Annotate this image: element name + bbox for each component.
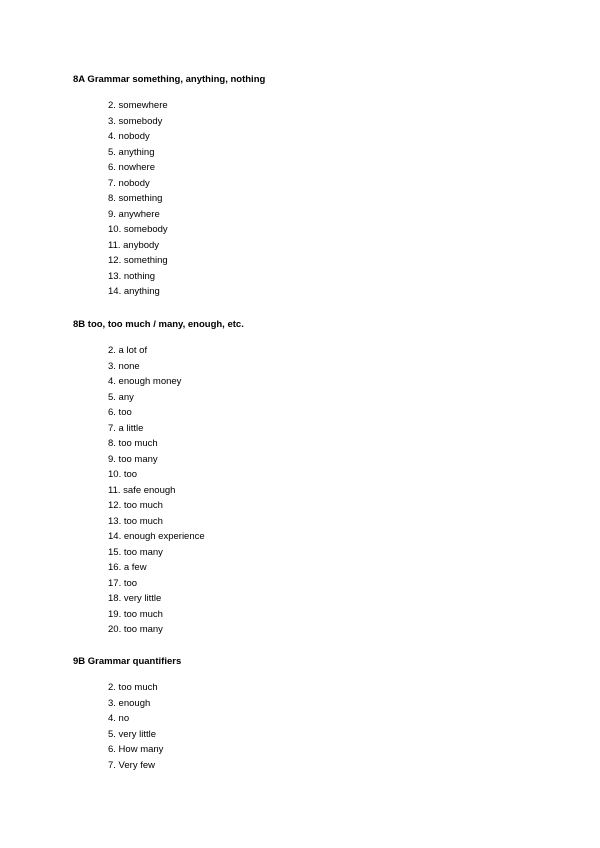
- answer-item: 20. too many: [108, 624, 163, 635]
- answer-item: 13. nothing: [108, 270, 156, 282]
- answer-item: 8. something: [108, 193, 163, 204]
- answer-item: 14. enough experience: [108, 531, 205, 542]
- answer-item: 18. very little: [108, 593, 162, 604]
- answer-item: 9. anywhere: [108, 208, 160, 220]
- answer-item: 10. somebody: [108, 224, 168, 235]
- answer-item: 12. too much: [108, 500, 163, 511]
- answer-item: 4. enough money: [108, 376, 182, 387]
- answer-item: 9. too many: [108, 453, 158, 465]
- section-heading: 9B Grammar quantifiers: [73, 656, 182, 667]
- answer-item: 4. no: [108, 713, 130, 724]
- answer-item: 4. nobody: [108, 131, 150, 142]
- answer-item: 11. safe enough: [108, 484, 176, 496]
- answer-item: 7. nobody: [108, 177, 150, 189]
- answer-item: 3. enough: [108, 697, 151, 709]
- answer-item: 19. too much: [108, 608, 163, 620]
- answer-item: 5. any: [108, 391, 134, 403]
- answer-item: 3. somebody: [108, 115, 163, 127]
- answer-item: 2. a lot of: [108, 345, 148, 356]
- answer-list: [108, 680, 163, 773]
- answer-item: 3. none: [108, 360, 140, 372]
- answer-item: 10. too: [108, 469, 138, 480]
- section-heading: 8A Grammar something, anything, nothing: [73, 74, 266, 85]
- answer-item: 5. anything: [108, 146, 155, 158]
- answer-item: 16. a few: [108, 562, 147, 573]
- answer-item: 14. anything: [108, 286, 160, 297]
- answer-item: 11. anybody: [108, 239, 160, 251]
- answer-item: 17. too: [108, 577, 138, 589]
- answer-item: 2. too much: [108, 682, 158, 693]
- answer-list: [108, 98, 168, 300]
- answer-item: 13. too much: [108, 515, 163, 527]
- answer-item: 2. somewhere: [108, 100, 168, 111]
- answer-item: 7. a little: [108, 422, 144, 434]
- answer-item: 6. too: [108, 407, 132, 418]
- answer-item: 6. nowhere: [108, 162, 156, 173]
- answer-item: 8. too much: [108, 438, 158, 449]
- answer-item: 15. too many: [108, 546, 163, 558]
- section-heading: 8B too, too much / many, enough, etc.: [73, 319, 244, 330]
- answer-item: 6. How many: [108, 744, 164, 755]
- answer-item: 7. Very few: [108, 759, 155, 771]
- answer-list: [108, 343, 205, 638]
- answer-item: 12. something: [108, 255, 168, 266]
- answer-item: 5. very little: [108, 728, 157, 740]
